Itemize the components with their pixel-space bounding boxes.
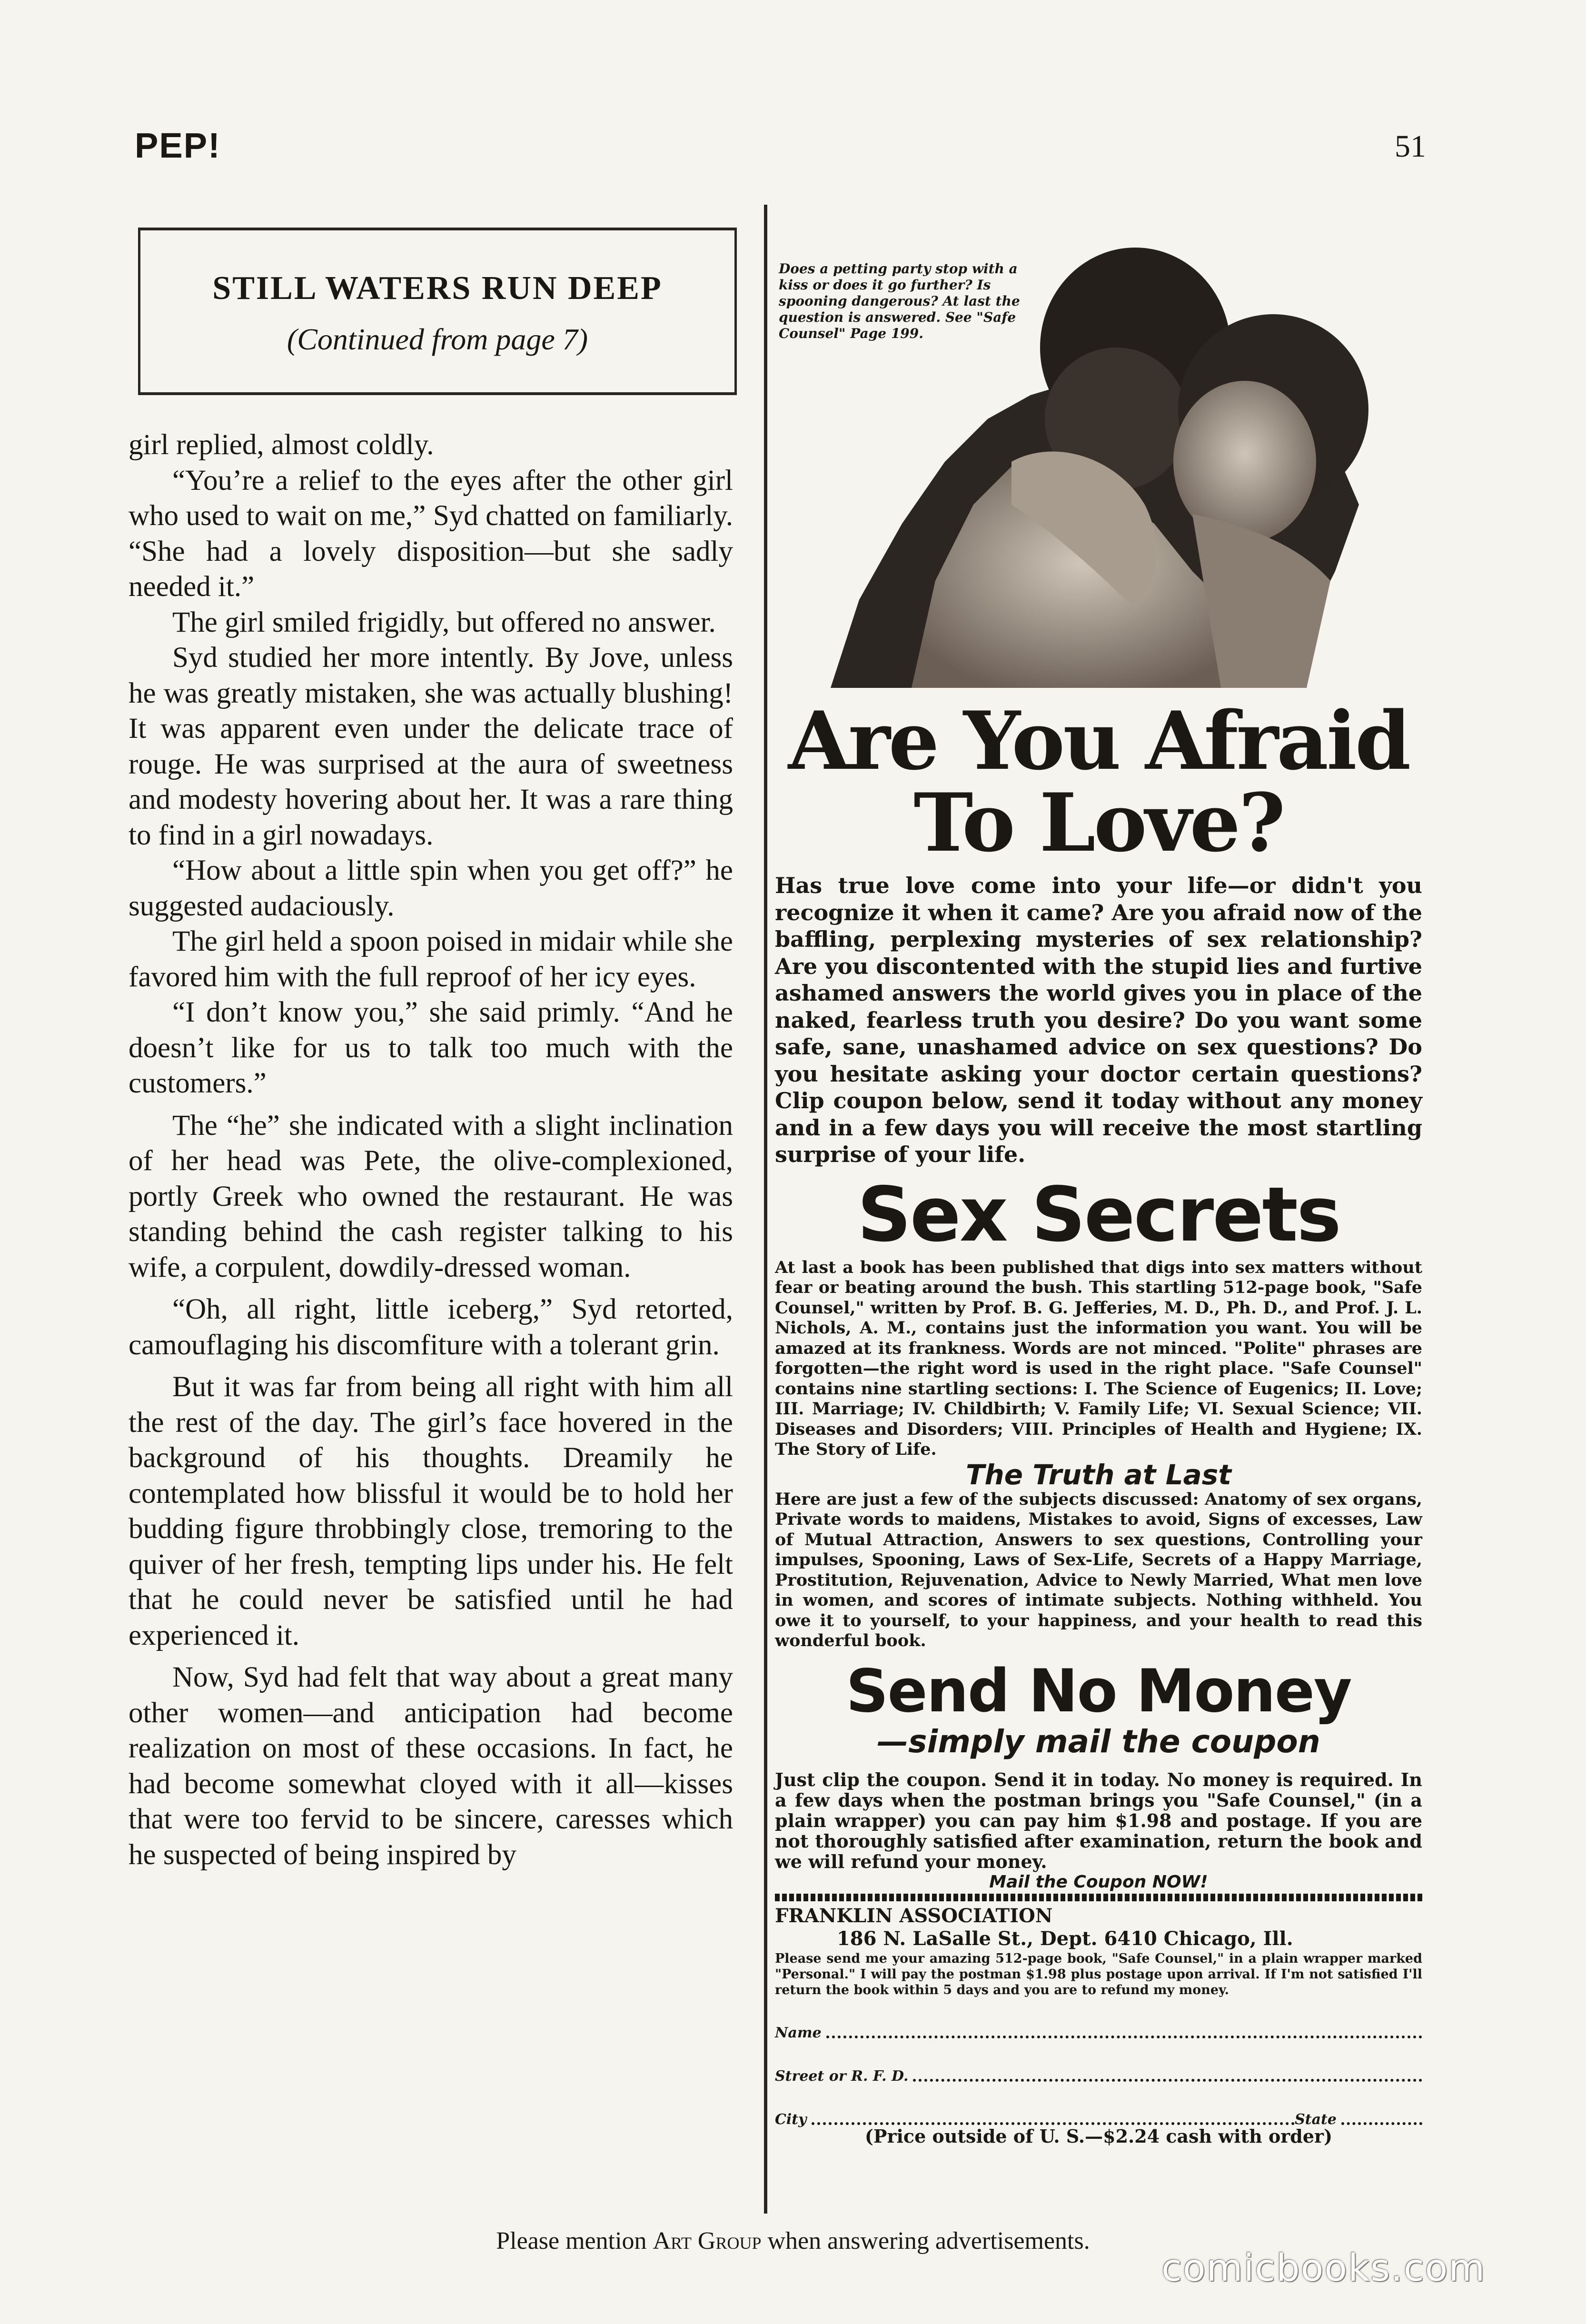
state-label: State: [1295, 2111, 1337, 2128]
continued-box: [138, 228, 737, 395]
coupon-address: [775, 1927, 1422, 1951]
book-description: At last a book has been published that digs into sex matters without fear or beating around the bush. This startling 512-page book, "Safe Counsel," written by Prof. B. G. Jefferies, M. D., Ph. D., and Prof. J. L. Nichols, A. M., contains just the information you want. You will be amazed at its frankness. Words are not minced. "Polite" phrases are forgotten—the right word is used in the right place. "Safe Counsel" contains nine startling sections: I. The Science of Eugenics; II. Love; III. Marriage; IV. Childbirth; V. Family Life; VI. Sexual Science; VII. Diseases and Disorders; VIII. Principles of Health and Hygiene; IX. The Story of Life.: [775, 1257, 1422, 1459]
story-column: [129, 427, 733, 1873]
coupon-association: FRANKLIN ASSOCIATION: [775, 1904, 1053, 1927]
mail-headline: —simply mail the coupon: [877, 1723, 1320, 1760]
city-label: City: [775, 2111, 807, 2128]
ad-intro: Has true love come into your life—or didn't you recognize it when it came? Are you afraid now of the baffling, perplexing mysteries of sex relationship? Are you discontented with the stupid lies and furtive ashamed answers the world gives you in place of the naked, fearless truth you desire? Do you want some safe, sane, unashamed advice on sex questions? Do you hesitate asking your doctor certain questions? Clip coupon below, send it today without any money and in a few days you will receive the most startling surprise of your life.: [775, 873, 1422, 1167]
continued-text: Continued from page: [297, 322, 555, 356]
story-paragraph: “I don’t know you,” she said primly. “And he doesn’t like for us to talk too much with the customers.”: [129, 996, 733, 1099]
subjects-list: Here are just a few of the subjects discussed: Anatomy of sex organs, Private words to maidens, Mistakes to avoid, Signs of excesses, Law of Mutual Attraction, Answers to sex questions, Controlling your impulses, Spooning, Laws of Sex-Life, Secrets of a Happy Marriage, Prostitution, Rejuvenation, Advice to Newly Married, What men love in women, and scores of intimate subjects. Nothing withheld. You owe it to yourself, to your happiness, and your health to read this wonderful book.: [775, 1489, 1422, 1650]
story-paragraph: The girl smiled frigidly, but offered no answer.: [172, 606, 716, 638]
story-paragraph: “Oh, all right, little iceberg,” Syd retorted, camouflaging his discomfiture with a tolerant grin.: [129, 1293, 733, 1361]
story-paragraph: But it was far from being all right with him all the rest of the day. The girl’s face hovered in the background of his thoughts. Dreamily he contemplated how blissful it would be to hold her budding figure throbbingly close, tremoring to the quiver of her fresh, tempting lips under his. He felt that he could never be satisfied until he had experienced it.: [129, 1371, 733, 1651]
coupon-street-field[interactable]: [775, 2068, 1422, 2085]
page-number: 51: [1395, 129, 1426, 164]
street-line: [913, 2079, 1422, 2082]
ad-headline: Are You Afraid: [788, 694, 1409, 788]
coupon-street: 186 N. LaSalle St., Dept.: [837, 1927, 1098, 1950]
ad-headline: To Love?: [913, 775, 1284, 870]
coupon-dept: 6410: [1104, 1927, 1157, 1950]
coupon-city: Chicago, Ill.: [1163, 1927, 1293, 1950]
money-headline: Send No Money: [846, 1657, 1351, 1726]
continued-note: (Continued from page 7): [287, 322, 588, 356]
story-paragraph: “How about a little spin when you get off?” he suggested audaciously.: [129, 854, 733, 922]
continued-page-ref: 7: [562, 322, 578, 356]
coupon-name-field[interactable]: [775, 2025, 1422, 2041]
column-divider: [764, 205, 767, 2214]
name-line: [826, 2036, 1422, 2038]
story-paragraph: The “he” she indicated with a slight inclination of her head was Pete, the olive-complexioned, portly Greek who owned the restaurant. He was standing behind the cash register talking to his wife, a corpulent, dowdily-dressed woman.: [129, 1109, 733, 1283]
footer-text-end: when answering advertisements.: [767, 2227, 1090, 2254]
coupon-cut-line: [775, 1894, 1422, 1901]
order-coupon: [775, 1905, 1422, 2147]
truth-headline: The Truth at Last: [965, 1458, 1232, 1491]
price-note: (Price outside of U. S.—$2.24 cash with order): [864, 2125, 1333, 2147]
ad-instructions: Just clip the coupon. Send it in today. No money is required. In a few days when the postman brings you "Safe Counsel," (in a plain wrapper) you can pay him $1.98 and postage. If you are not thoroughly satisfied after examination, return the book and we will refund your money.: [775, 1768, 1422, 1872]
story-paragraph: “You’re a relief to the eyes after the other girl who used to wait on me,” Syd chatted on familiarly. “She had a lovely disposition—but she sadly needed it.”: [129, 464, 733, 603]
magazine-name: PEP!: [135, 126, 221, 165]
story-title: STILL WATERS RUN DEEP: [212, 270, 663, 307]
story-paragraph: The girl held a spoon poised in midair while she favored him with the full reproof of her icy eyes.: [129, 925, 733, 993]
advertisement: [775, 694, 1422, 2147]
footer-text: Please mention: [496, 2227, 647, 2254]
city-line: [812, 2122, 1295, 2125]
story-paragraph: Syd studied her more intently. By Jove, unless he was greatly mistaken, she was actually blushing! It was apparent even under the delicate trace of rouge. He was surprised at the aura of sweetness and modesty hovering about her. It was a rare thing to find in a girl nowadays.: [129, 642, 733, 851]
footer-group: Art Group: [653, 2227, 762, 2254]
secrets-headline: Sex Secrets: [857, 1171, 1340, 1259]
name-label: Name: [775, 2024, 822, 2041]
watermark: comicbooks.com: [1161, 2247, 1486, 2290]
story-paragraph: Now, Syd had felt that way about a great many other women—and anticipation had become realization on most of these occasions. In fact, he had become somewhat cloyed with it all—kisses that were too fervid to be sincere, caresses which he suspected of being inspired by: [129, 1661, 733, 1871]
street-label: Street or R. F. D.: [775, 2067, 909, 2085]
mail-now-callout: Mail the Coupon NOW!: [989, 1872, 1208, 1892]
state-line: [1341, 2122, 1422, 2125]
coupon-request: Please send me your amazing 512-page book, "Safe Counsel," in a plain wrapper marked "Personal." I will pay the postman $1.98 plus postage upon arrival. If I'm not satisfied I'll return the book within 5 days and you are to refund my money.: [775, 1951, 1422, 1997]
story-paragraph: girl replied, almost coldly.: [129, 429, 434, 461]
photo-caption: Does a petting party stop with a kiss or does it go further? Is spooning dangerous? At last the question is answered. See "Safe Counsel" Page 199.: [779, 261, 1020, 341]
